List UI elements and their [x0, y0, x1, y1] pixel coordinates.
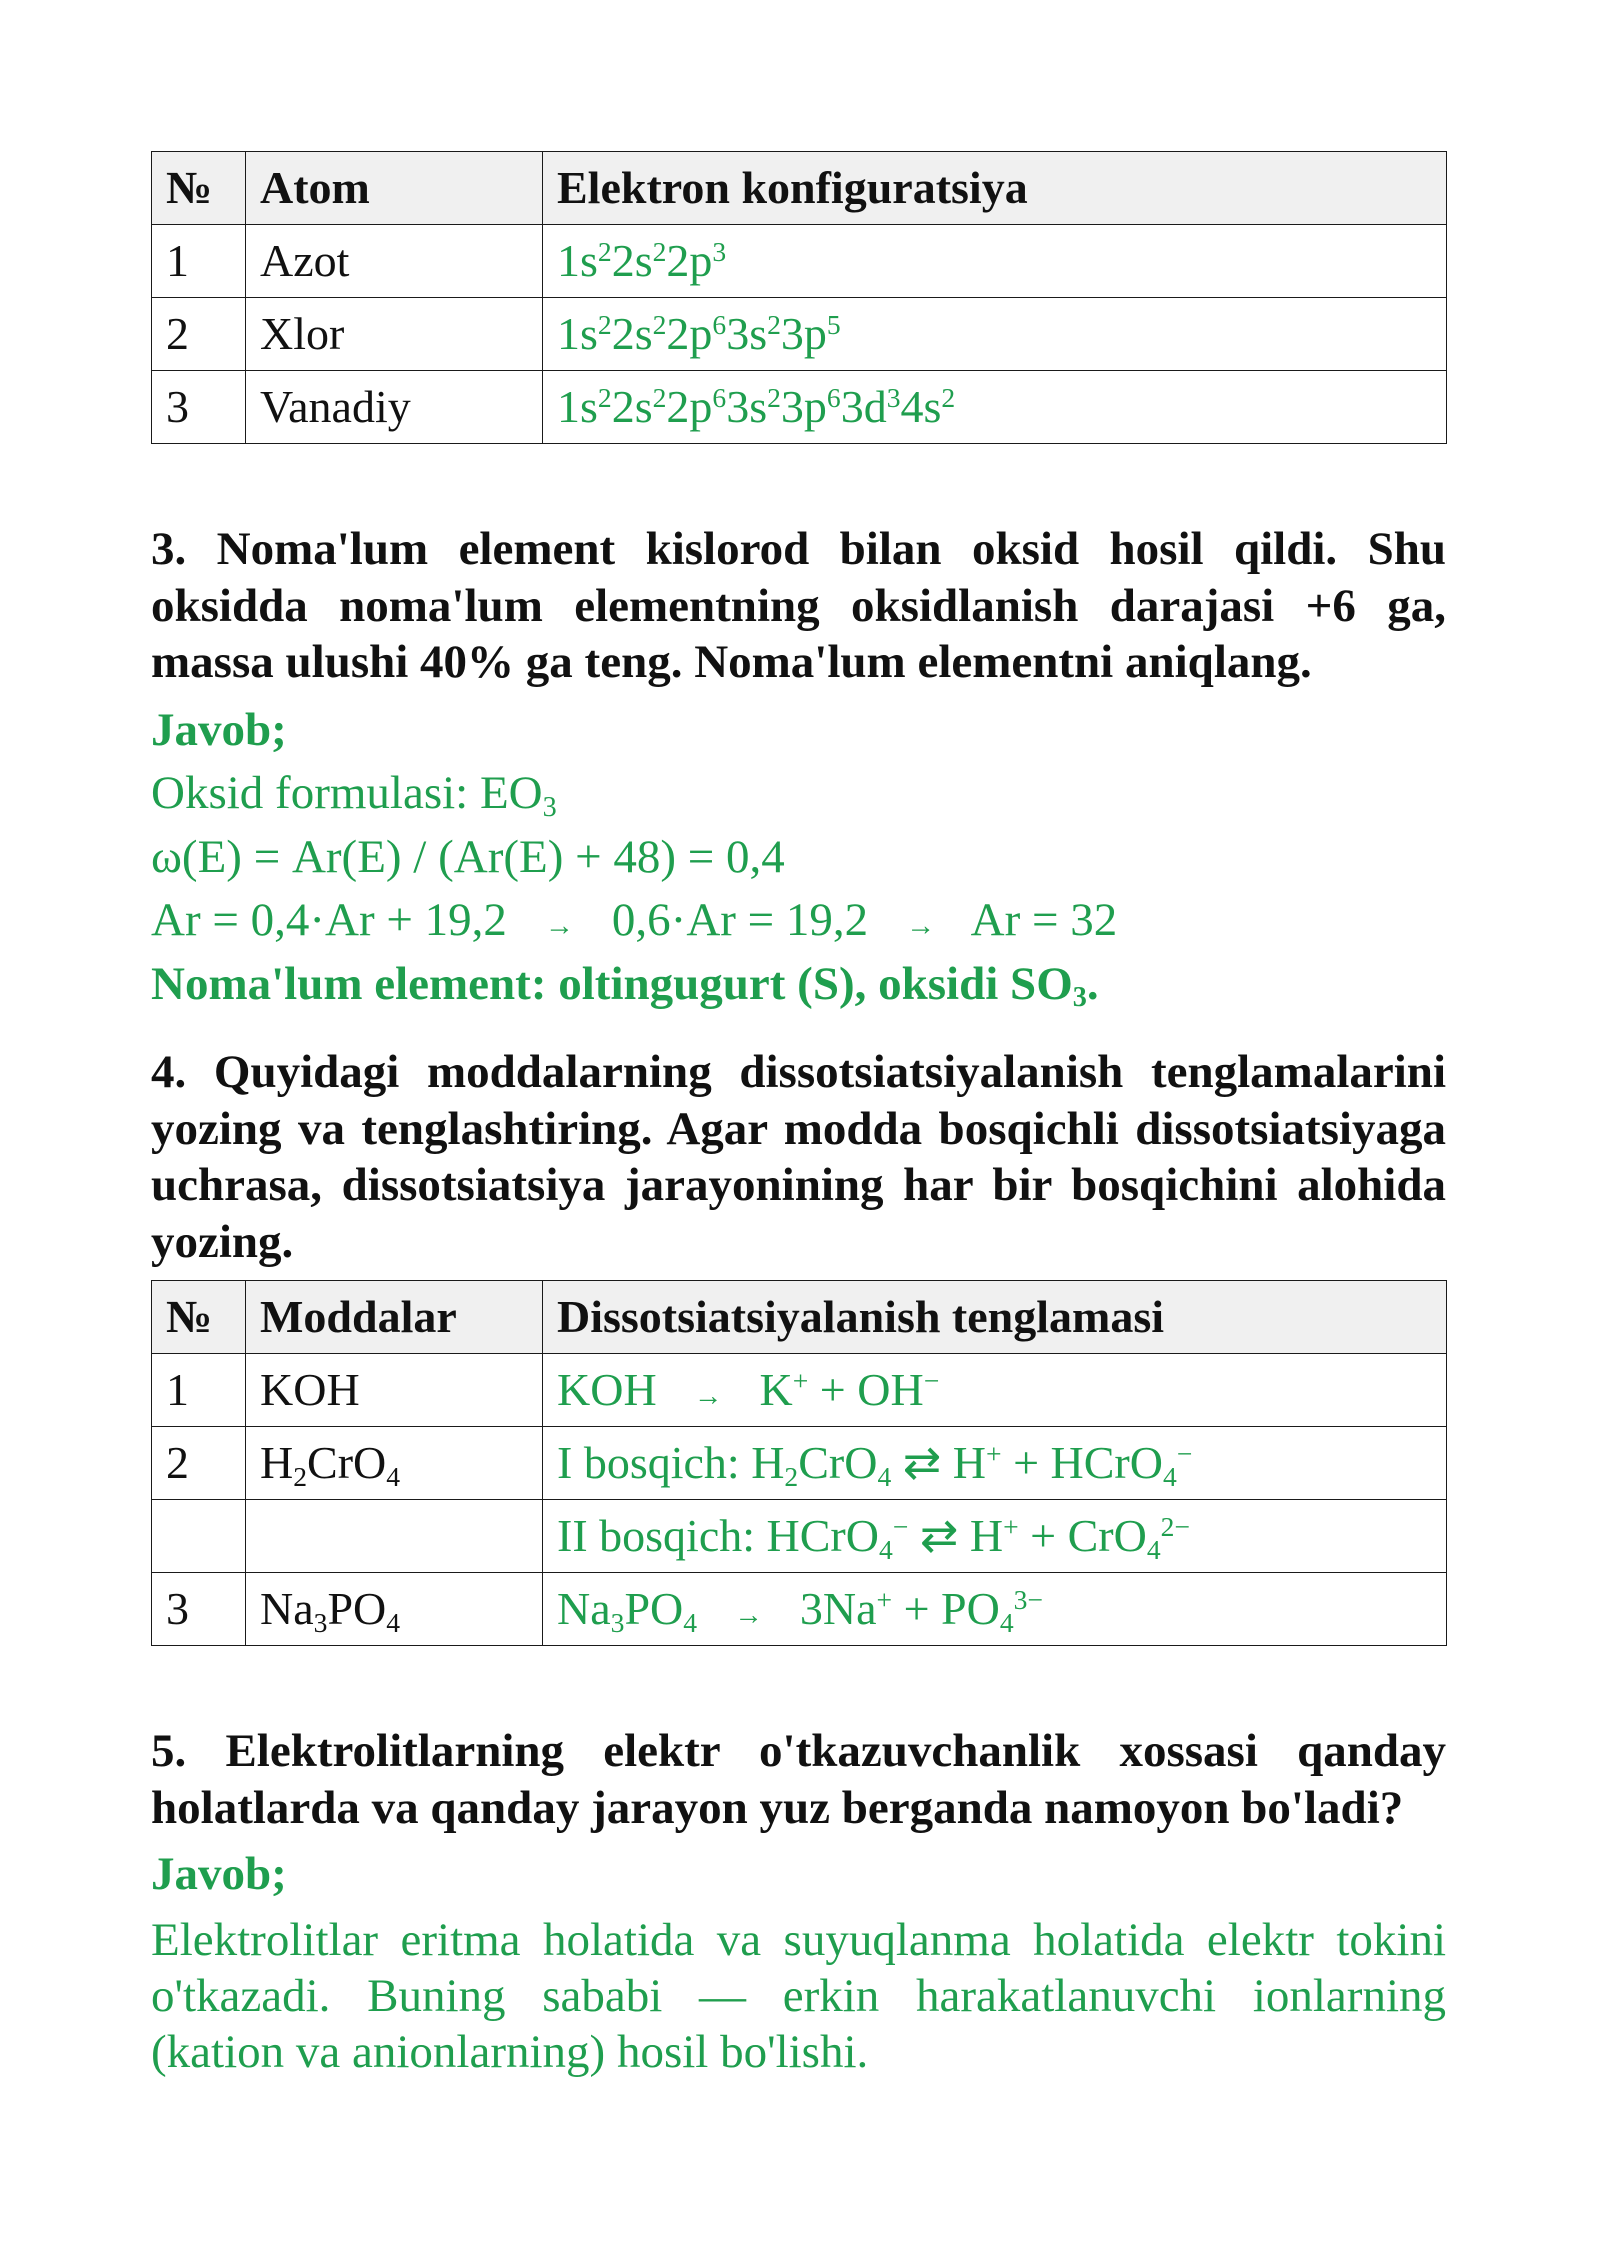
row-number: 1 — [152, 1354, 246, 1427]
question-line: yozing. — [151, 1215, 294, 1268]
row-number: 2 — [152, 1427, 246, 1500]
subscript: 3 — [542, 791, 557, 823]
superscript: 6 — [826, 381, 841, 413]
answer-line: Oksid formulasi: EO3 — [151, 767, 557, 823]
subscript: 3 — [610, 1606, 625, 1638]
superscript: + — [876, 1583, 893, 1615]
table-row — [152, 1427, 1447, 1500]
substance-formula: Na3PO4 — [246, 1573, 543, 1646]
reaction-arrow: → — [544, 910, 574, 942]
superscript: 2 — [941, 381, 956, 413]
superscript: − — [1176, 1437, 1193, 1469]
superscript: 3− — [1013, 1583, 1043, 1615]
table-row — [152, 298, 1447, 371]
superscript: − — [892, 1510, 909, 1542]
table-row — [152, 371, 1447, 444]
superscript: + — [986, 1437, 1002, 1469]
atom-name: Vanadiy — [246, 371, 543, 444]
question-line: 5. Elektrolitlarning elektr o'tkazuvchanlik xossasi qanday — [151, 1725, 1446, 1777]
question-3 — [151, 521, 1446, 691]
subscript: 3 — [313, 1606, 328, 1638]
superscript: 2 — [597, 235, 612, 267]
row-number — [152, 1500, 246, 1573]
superscript: − — [923, 1364, 940, 1396]
substance-formula: KOH — [246, 1354, 543, 1427]
table-row — [152, 225, 1447, 298]
dissociation-equation: KOH → K+ + OH− — [543, 1354, 1447, 1427]
superscript: 6 — [712, 308, 727, 340]
electron-config: $1s^22s^22p^63s^23p^63d^34s^2$ — [543, 371, 1447, 444]
header-equation: Dissotsiatsiyalanish tenglamasi — [543, 1281, 1447, 1354]
subscript: 4 — [386, 1606, 401, 1638]
dissociation-table — [151, 1280, 1447, 1646]
reaction-arrow: → — [734, 1600, 763, 1631]
question-line: massa ulushi 40% ga teng. Noma'lum elementni aniqlang. — [151, 636, 1312, 688]
header-number: № — [152, 152, 246, 225]
table-row — [152, 1573, 1447, 1646]
substance-formula — [246, 1500, 543, 1573]
subscript: 3 — [1072, 982, 1087, 1014]
superscript: 2 — [767, 381, 781, 413]
answer-line: Elektrolitlar eritma holatida va suyuqlanma holatida elektr tokini — [151, 1913, 1446, 1966]
row-number: 1 — [152, 225, 246, 298]
superscript: 3 — [712, 235, 727, 267]
electron-config: $1s^22s^22p^63s^23p^5$ — [543, 298, 1447, 371]
table-header-row — [152, 1281, 1447, 1354]
superscript: 3 — [886, 381, 901, 413]
answer-line: (kation va anionlarning) hosil bo'lishi. — [151, 2025, 869, 2078]
subscript: 2 — [293, 1460, 308, 1492]
question-line: 4. Quyidagi moddalarning dissotsiatsiyalanish tenglamalarini — [151, 1046, 1446, 1098]
electron-config-table — [151, 151, 1447, 444]
superscript: 6 — [712, 381, 727, 413]
header-number: № — [152, 1281, 246, 1354]
superscript: + — [792, 1364, 809, 1396]
row-number: 3 — [152, 371, 246, 444]
question-line: 3. Noma'lum element kislorod bilan oksid hosil qildi. Shu — [151, 523, 1446, 575]
question-line: yozing va tenglashtiring. Agar modda bosqichli dissotsiatsiyaga — [151, 1102, 1446, 1155]
answer-paragraph — [151, 1912, 1446, 2080]
subscript: 4 — [386, 1460, 401, 1492]
header-substance: Moddalar — [246, 1281, 543, 1354]
superscript: 2 — [652, 381, 667, 413]
atom-name: Azot — [246, 225, 543, 298]
subscript: 4 — [683, 1606, 698, 1638]
question-5 — [151, 1723, 1446, 1836]
question-line: oksidda noma'lum elementning oksidlanish darajasi +6 ga, — [151, 579, 1446, 632]
reaction-arrow: → — [693, 1381, 723, 1412]
row-number: 3 — [152, 1573, 246, 1646]
subscript: 4 — [1162, 1460, 1177, 1492]
answer-label: Javob; — [151, 703, 287, 756]
row-number: 2 — [152, 298, 246, 371]
answer-label: Javob; — [151, 1848, 287, 1900]
question-line: holatlarda va qanday jarayon yuz berganda namoyon bo'ladi? — [151, 1781, 1404, 1834]
answer-line: ω(E) = Ar(E) / (Ar(E) + 48) = 0,4 — [151, 830, 785, 883]
question-4 — [151, 1044, 1446, 1270]
question-line: uchrasa, dissotsiatsiya jarayonining har bir bosqichini alohida — [151, 1159, 1446, 1211]
superscript: + — [1003, 1510, 1019, 1542]
subscript: 4 — [878, 1533, 893, 1565]
answer-line: o'tkazadi. Buning sababi — erkin harakatlanuvchi ionlarning — [151, 1969, 1446, 2022]
superscript: 2 — [767, 308, 781, 340]
superscript: 2 — [597, 381, 612, 413]
reaction-arrow: → — [906, 910, 936, 942]
document-page — [151, 151, 1446, 2080]
superscript: 2 — [652, 308, 667, 340]
header-config: Elektron konfiguratsiya — [543, 152, 1447, 225]
atom-name: Xlor — [246, 298, 543, 371]
dissociation-equation: I bosqich: H2CrO4 ⇄ H+ + HCrO4− — [543, 1427, 1447, 1500]
subscript: 4 — [877, 1460, 892, 1492]
superscript: 2 — [652, 235, 667, 267]
substance-formula: H2CrO4 — [246, 1427, 543, 1500]
subscript: 4 — [1146, 1533, 1161, 1565]
subscript: 4 — [999, 1606, 1014, 1638]
dissociation-equation: II bosqich: HCrO4− ⇄ $H^+ + CrO4^{2-}$ — [543, 1500, 1447, 1573]
dissociation-equation: $Na3PO4 \to 3Na^+ + PO4^{3-}$ — [543, 1573, 1447, 1646]
subscript: 2 — [784, 1460, 799, 1492]
table-header-row — [152, 152, 1447, 225]
answer-conclusion: Noma'lum element: oltingugurt (S), oksidi SO3. — [151, 957, 1099, 1014]
superscript: 2 — [597, 308, 612, 340]
electron-config: $1s^22s^22p^3$ — [543, 225, 1447, 298]
superscript: 5 — [826, 308, 841, 340]
answer-line: Ar = 0,4·Ar + 19,2 → 0,6·Ar = 19,2 → Ar = 32 — [151, 894, 1118, 946]
table-row — [152, 1500, 1447, 1573]
superscript: 2− — [1160, 1510, 1190, 1542]
header-atom: Atom — [246, 152, 543, 225]
table-row — [152, 1354, 1447, 1427]
